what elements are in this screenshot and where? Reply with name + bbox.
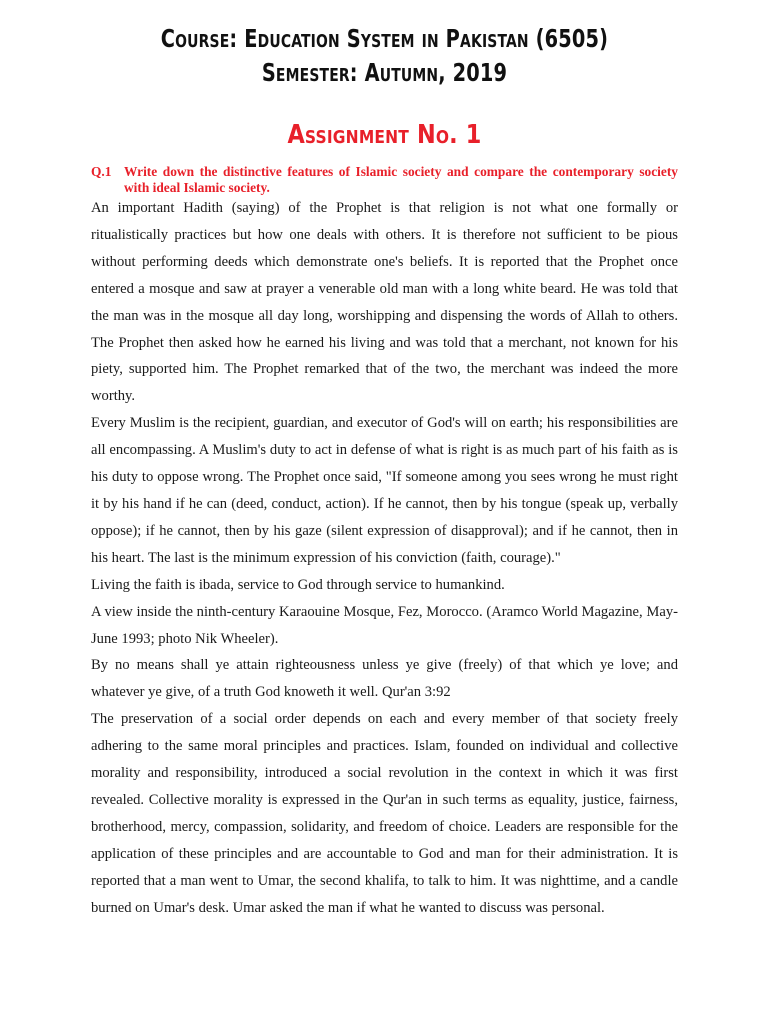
assignment-title: Assignment No. 1	[287, 120, 482, 150]
paragraph: By no means shall ye attain righteousness unless ye give (freely) of that which ye love; and whatever ye give, of a truth God knoweth it well. Qur'an 3:92	[91, 657, 678, 701]
paragraph: A view inside the ninth-century Karaouine Mosque, Fez, Morocco. (Aramco World Magazine, May-June 1993; photo Nik Wheeler).	[91, 603, 678, 647]
question-heading	[91, 164, 678, 195]
question-text: Write down the distinctive features of Islamic society and compare the contemporary society with ideal Islamic society.	[124, 164, 678, 195]
paragraph: Living the faith is ibada, service to God through service to humankind.	[91, 576, 505, 593]
course-title: Course: Education System in Pakistan (6505)	[160, 24, 609, 53]
paragraph: An important Hadith (saying) of the Prophet is that religion is not what one formally or ritualistically practices but how one deals with others. It is therefore not sufficient to be pious without performing deeds which demonstrate one's beliefs. It is reported that the Prophet once entered a mosque and saw at prayer a venerable old man with a long white beard. He was told that the man was in the mosque all day long, worshipping and dispensing the words of Allah to others. The Prophet then asked how he earned his living and was told that a merchant, not known for his piety, supported him. The Prophet remarked that of the two, the merchant was indeed the more worthy.	[91, 200, 678, 405]
semester-title: Semester: Autumn, 2019	[261, 58, 508, 87]
paragraph: Every Muslim is the recipient, guardian, and executor of God's will on earth; his responsibilities are all encompassing. A Muslim's duty to act in defense of what is right is as much part of his faith as is his duty to oppose wrong. The Prophet once said, "If someone among you sees wrong he must right it by his hand if he can (deed, conduct, action). If he cannot, then by his tongue (speak up, verbally oppose); if he cannot, then by his gaze (silent expression of disapproval); and if he cannot, then in his heart. The last is the minimum expression of his conviction (faith, courage)."	[91, 415, 678, 566]
paragraph: The preservation of a social order depends on each and every member of that society freely adhering to the same moral principles and practices. Islam, founded on individual and collective morality and responsibility, introduced a social revolution in the context in which it was first revealed. Collective morality is expressed in the Qur'an in such terms as equality, justice, fairness, brotherhood, mercy, compassion, solidarity, and freedom of choice. Leaders are responsible for the application of these principles and are accountable to God and man for their administration. It is reported that a man went to Umar, the second khalifa, to talk to him. It was nighttime, and a candle burned on Umar's desk. Umar asked the man if what he wanted to discuss was personal.	[91, 711, 678, 916]
title-block	[91, 22, 678, 152]
answer-body	[91, 195, 678, 921]
question-number: Q.1	[91, 164, 112, 179]
